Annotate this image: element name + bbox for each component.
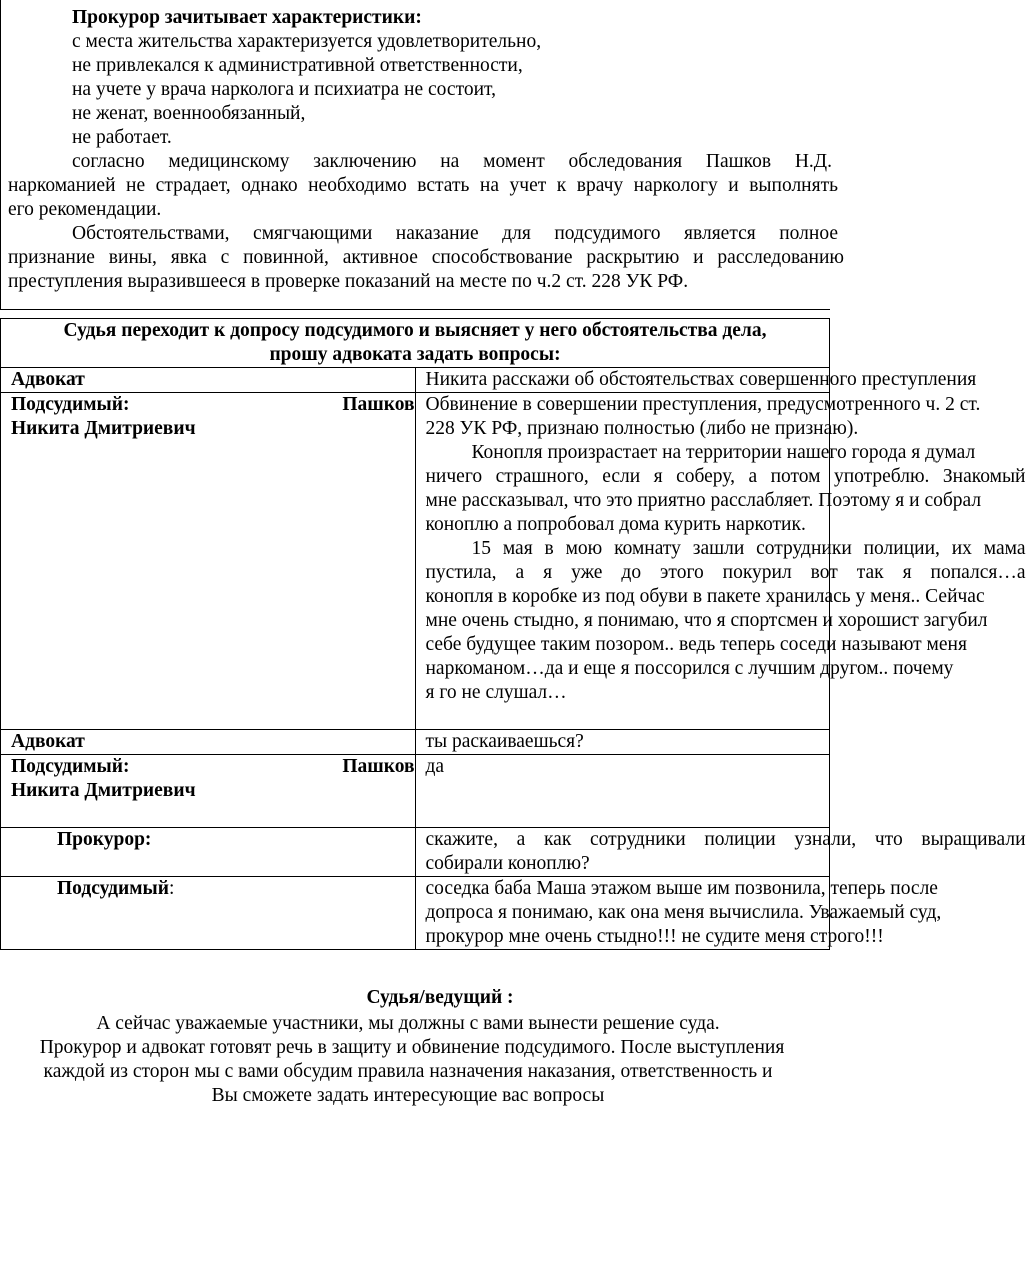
mitigating-line: признание вины, явка с повинной, активное способствование раскрытию и расследованию	[8, 247, 844, 268]
testimony-line: Обвинение в совершении преступления, предусмотренного ч. 2 ст.	[425, 394, 981, 415]
table-row	[1, 368, 830, 393]
prosecutor-question-line: собирали коноплю?	[425, 853, 590, 874]
judge-line: Прокурор и адвокат готовят речь в защиту и обвинение подсудимого. После выступления	[39, 1037, 785, 1058]
speaker-lawyer: Адвокат	[11, 369, 85, 390]
testimony-line: мне очень стыдно, я понимаю, что я спортсмен и хорошист загубил	[425, 610, 988, 631]
testimony-line: Конопля произрастает на территории нашего города я думал	[471, 442, 976, 463]
judge-line: Вы сможете задать интересующие вас вопросы	[211, 1085, 605, 1106]
speaker-cell	[1, 730, 416, 755]
speaker-cell	[1, 828, 416, 877]
table-header-line: прошу адвоката задать вопросы:	[269, 344, 561, 365]
prosecutor-question-line: скажите, а как сотрудники полиции узнали, что выращивали	[425, 829, 1026, 850]
lawyer-question: ты раскаиваешься?	[425, 731, 584, 752]
characteristic-line: не женат, военнообязанный,	[72, 103, 306, 124]
characteristic-line: на учете у врача нарколога и психиатра не состоит,	[72, 79, 496, 100]
table-header-cell	[1, 319, 830, 368]
speaker-defendant: Подсудимый	[57, 878, 169, 899]
speaker-defendant-name: Никита Дмитриевич	[11, 780, 196, 801]
testimony-line: пустила, а я уже до этого покурил вот так я попался…а	[425, 562, 1026, 583]
defendant-answer-line: соседка баба Маша этажом выше им позвонила, теперь после	[425, 878, 938, 899]
speech-cell	[415, 755, 830, 828]
table-row	[1, 755, 830, 828]
testimony-line: себе будущее таким позором.. ведь теперь соседи называют меня	[425, 634, 967, 655]
table-row	[1, 730, 830, 755]
judge-line: А сейчас уважаемые участники, мы должны с вами вынести решение суда.	[96, 1013, 720, 1034]
speaker-prosecutor: Прокурор:	[57, 829, 152, 850]
speaker-defendant-name: Никита Дмитриевич	[11, 418, 196, 439]
defendant-answer: да	[425, 756, 445, 777]
speaker-cell	[1, 755, 416, 828]
speech-cell	[415, 877, 942, 950]
table-row	[1, 393, 830, 730]
testimony-line: я го не слушал…	[425, 682, 567, 703]
medical-line: согласно медицинскому заключению на момент обследования Пашков Н.Д.	[72, 151, 832, 172]
table-row	[1, 877, 830, 950]
testimony-line: конопля в коробке из под обуви в пакете хранилась у меня.. Сейчас	[425, 586, 985, 607]
judge-line: каждой из сторон мы с вами обсудим правила назначения наказания, ответственность и	[43, 1061, 773, 1082]
testimony-line: 228 УК РФ, признаю полностью (либо не признаю).	[425, 418, 859, 439]
judge-heading: Судья/ведущий :	[366, 987, 514, 1008]
table-header-row	[1, 319, 830, 368]
medical-line: его рекомендации.	[8, 199, 162, 220]
characteristic-line: с места жительства характеризуется удовлетворительно,	[72, 31, 542, 52]
speaker-colon: :	[168, 878, 175, 899]
testimony-line: ничего страшного, если я соберу, а потом употреблю. Знакомый	[425, 466, 1026, 487]
speaker-cell	[1, 368, 416, 393]
testimony-line: мне рассказывал, что это приятно расслабляет. Поэтому я и собрал	[425, 490, 982, 511]
testimony-line: 15 мая в мою комнату зашли сотрудники полиции, их мама	[471, 538, 1026, 559]
characteristic-line: не привлекался к административной ответственности,	[72, 55, 523, 76]
speaker-cell	[1, 393, 416, 730]
lawyer-question: Никита расскажи об обстоятельствах совершенного преступления	[425, 369, 977, 390]
mitigating-line: Обстоятельствами, смягчающими наказание для подсудимого является полное	[72, 223, 838, 244]
medical-line: наркоманией не страдает, однако необходимо встать на учет к врачу наркологу и выполнять	[8, 175, 838, 196]
table-row	[1, 828, 830, 877]
table-header-line: Судья переходит к допросу подсудимого и выясняет у него обстоятельства дела,	[63, 320, 767, 341]
mitigating-line: преступления выразившееся в проверке показаний на месте по ч.2 ст. 228 УК РФ.	[8, 271, 689, 292]
defendant-answer-line: прокурор мне очень стыдно!!! не судите меня строго!!!	[425, 926, 884, 947]
speech-cell	[415, 828, 1026, 877]
characteristic-line: не работает.	[72, 127, 172, 148]
speaker-cell	[1, 877, 416, 950]
speech-cell	[415, 368, 977, 393]
interrogation-table	[0, 318, 1026, 950]
speaker-lawyer: Адвокат	[11, 731, 85, 752]
speaker-defendant: Подсудимый: Пашков	[11, 756, 415, 777]
prosecutor-heading: Прокурор зачитывает характеристики:	[72, 7, 422, 28]
speech-cell	[415, 730, 830, 755]
speech-cell	[415, 393, 1026, 730]
testimony-line: коноплю а попробовал дома курить наркотик.	[425, 514, 806, 535]
defendant-answer-line: допроса я понимаю, как она меня вычислила. Уважаемый суд,	[425, 902, 942, 923]
speaker-defendant: Подсудимый: Пашков	[11, 394, 415, 415]
testimony-line: наркоманом…да и еще я поссорился с лучшим другом.. почему	[425, 658, 954, 679]
